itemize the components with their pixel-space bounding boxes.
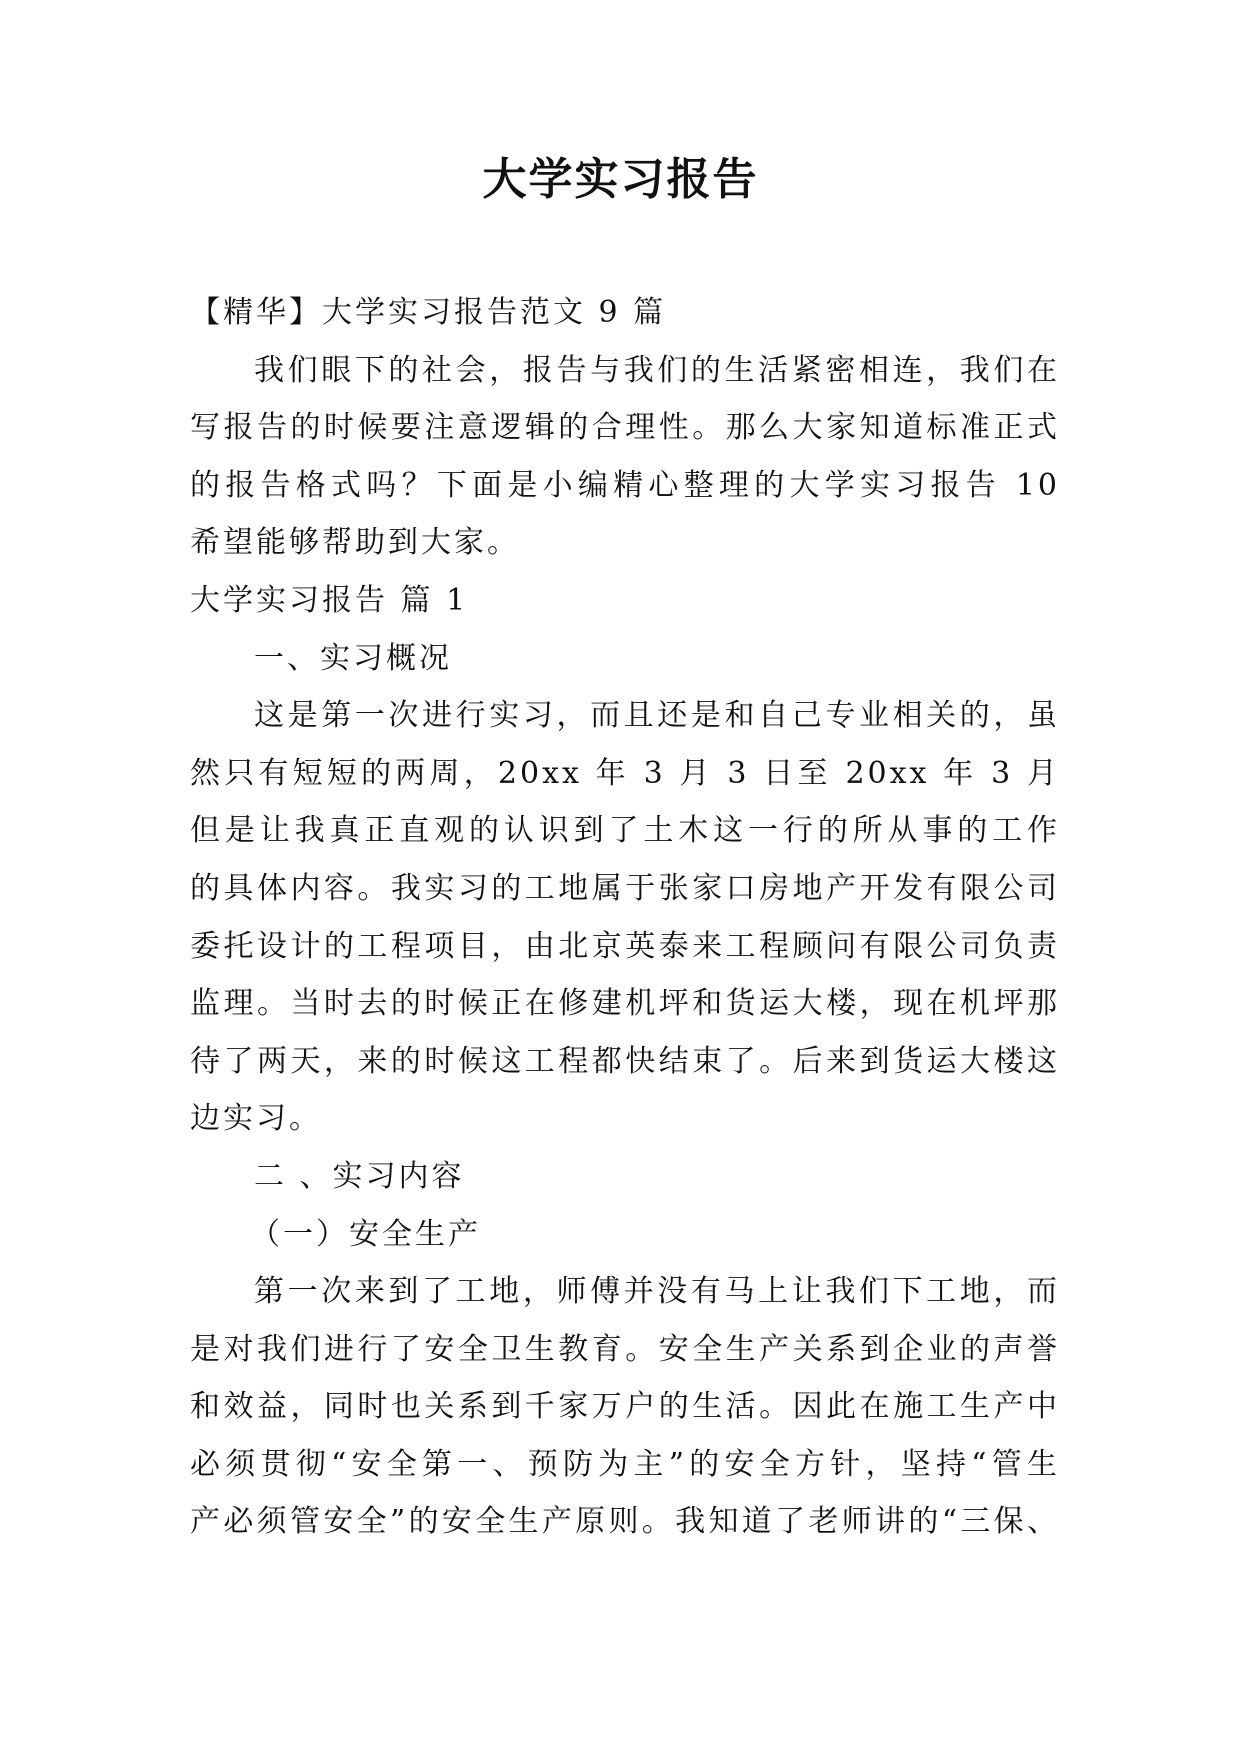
section-heading: 大学实习报告 篇 1	[190, 582, 469, 618]
paragraph-line: 边实习。	[190, 1101, 322, 1137]
document-title: 大学实习报告	[482, 154, 759, 205]
paragraph-line: 希望能够帮助到大家。	[190, 525, 520, 561]
paragraph-line: 的具体内容。我实习的工地属于张家口房地产开发有限公司	[190, 870, 1060, 906]
paragraph-line: 第一次来到了工地，师傅并没有马上让我们下工地，而	[254, 1274, 1060, 1310]
paragraph-line: 是对我们进行了安全卫生教育。安全生产关系到企业的声誉	[190, 1331, 1060, 1367]
paragraph-line: 待了两天，来的时候这工程都快结束了。后来到货运大楼这	[190, 1043, 1060, 1079]
paragraph-line: 然只有短短的两周，20xx 年 3 月 3 日至 20xx 年 3 月	[190, 755, 1060, 791]
paragraph-line: 和效益，同时也关系到千家万户的生活。因此在施工生产中	[190, 1389, 1060, 1425]
paragraph-line: 但是让我真正直观的认识到了土木这一行的所从事的工作	[190, 813, 1060, 849]
subtitle-line: 【精华】大学实习报告范文 9 篇	[190, 295, 667, 330]
paragraph-line: 必须贯彻“安全第一、预防为主”的安全方针，坚持“管生	[190, 1446, 1060, 1482]
paragraph-line: 写报告的时候要注意逻辑的合理性。那么大家知道标准正式	[190, 410, 1060, 446]
subsection-heading: （一）安全生产	[250, 1216, 481, 1252]
paragraph-line: 的报告格式吗？下面是小编精心整理的大学实习报告 10	[190, 467, 1060, 503]
paragraph-line: 产必须管安全”的安全生产原则。我知道了老师讲的“三保、	[190, 1504, 1060, 1540]
paragraph-line: 监理。当时去的时候正在修建机坪和货运大楼，现在机坪那	[190, 986, 1060, 1022]
document-body	[190, 284, 1060, 1551]
paragraph-line: 这是第一次进行实习，而且还是和自己专业相关的，虽	[254, 698, 1060, 734]
paragraph-line: 委托设计的工程项目，由北京英泰来工程顾问有限公司负责	[190, 928, 1060, 964]
subsection-heading: 一、实习概况	[254, 640, 452, 676]
subsection-heading: 二 、实习内容	[254, 1158, 465, 1194]
paragraph-line: 我们眼下的社会，报告与我们的生活紧密相连，我们在	[254, 352, 1060, 388]
